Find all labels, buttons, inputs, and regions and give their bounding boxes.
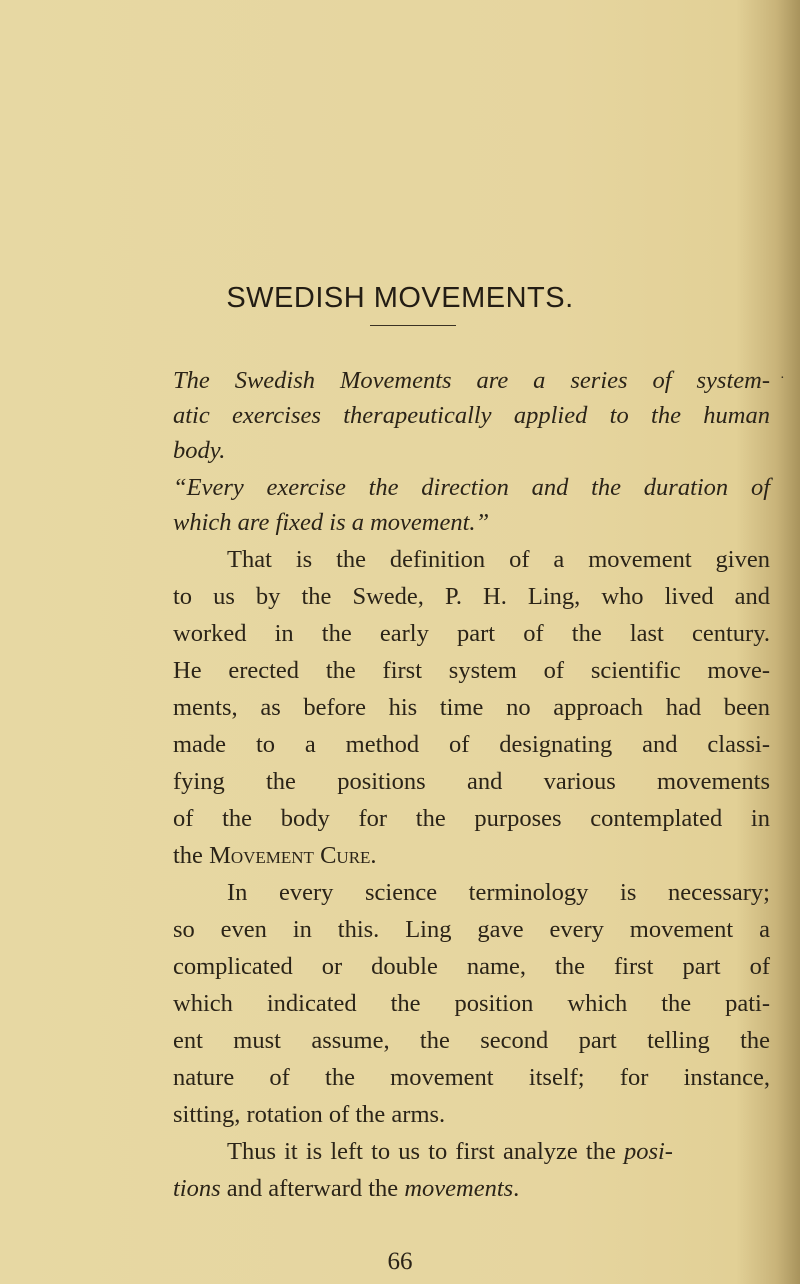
italic-text: tions xyxy=(173,1175,221,1202)
text-line: complicated or double name, the first part of xyxy=(173,953,770,980)
text-line: atic exercises therapeutically applied to the human xyxy=(173,402,770,429)
text-line: ments, as before his time no approach had been xyxy=(173,694,770,721)
italic-text: posi- xyxy=(623,1138,673,1165)
text-line: “Every exercise the direction and the duration of xyxy=(173,474,770,501)
text-line xyxy=(227,1137,770,1167)
text-line: of the body for the purposes contemplated in xyxy=(173,805,770,832)
text-line: which indicated the position which the pati- xyxy=(173,990,770,1017)
text-line: In every science terminology is necessary; xyxy=(227,879,770,906)
text-line: so even in this. Ling gave every movement a xyxy=(173,916,770,943)
text: Thus it is left to us to first analyze the xyxy=(227,1138,616,1165)
text-line: ent must assume, the second part telling the xyxy=(173,1027,770,1054)
text: . xyxy=(370,842,377,869)
italic-text: movements xyxy=(404,1175,514,1202)
text: the xyxy=(173,842,210,869)
text-line: sitting, rotation of the arms. xyxy=(173,1101,446,1128)
text-line: The Swedish Movements are a series of system- xyxy=(173,367,770,394)
text-line: worked in the early part of the last century. xyxy=(173,620,770,647)
text-line: made to a method of designating and classi- xyxy=(173,731,770,758)
text-line: which are fixed is a movement.” xyxy=(173,509,490,536)
small-caps-text: Movement Cure xyxy=(209,842,371,869)
title-rule xyxy=(370,325,456,326)
text: and afterward the xyxy=(220,1175,405,1202)
text-line: nature of the movement itself; for instance, xyxy=(173,1064,770,1091)
text-line xyxy=(173,1174,770,1204)
text-line: fying the positions and various movements xyxy=(173,768,770,795)
text-line: He erected the first system of scientific move- xyxy=(173,657,770,684)
text-line: That is the definition of a movement given xyxy=(227,546,770,573)
stray-mark: · xyxy=(780,371,785,386)
page-title: SWEDISH MOVEMENTS. xyxy=(226,282,574,314)
page-number: 66 xyxy=(387,1248,413,1275)
text-line xyxy=(173,841,770,871)
text: . xyxy=(513,1175,520,1202)
text-line: body. xyxy=(173,437,226,464)
text-line: to us by the Swede, P. H. Ling, who lived and xyxy=(173,583,770,610)
